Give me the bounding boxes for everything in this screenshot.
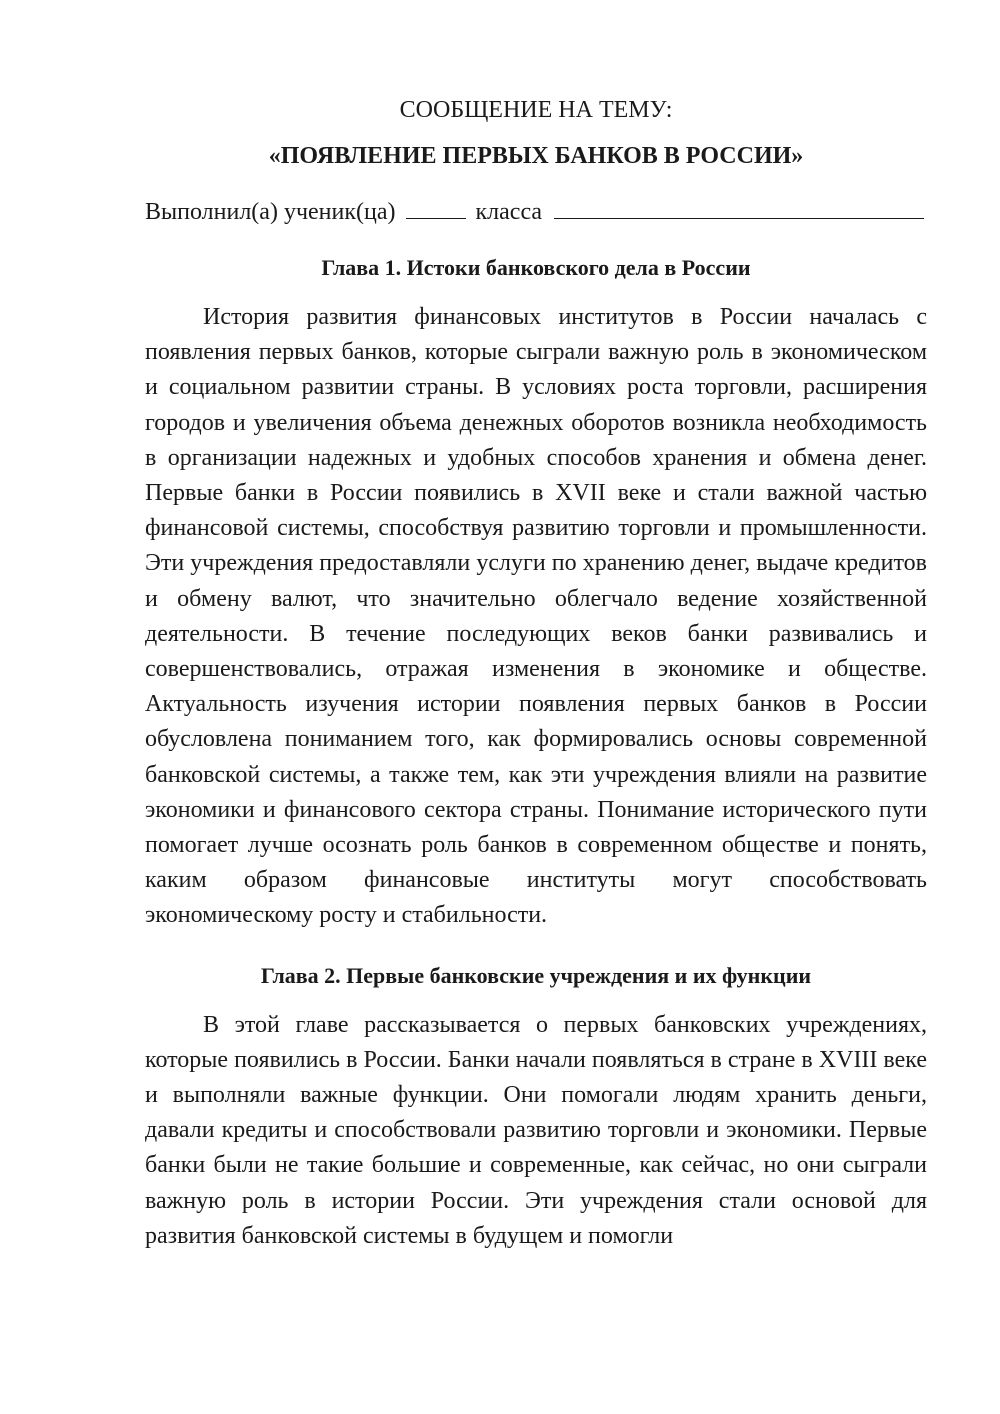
document-heading: СООБЩЕНИЕ НА ТЕМУ: [399,97,673,123]
chapter-1-title: Глава 1. Истоки банковского дела в России [321,255,751,280]
grade-blank [406,196,466,219]
author-prefix: Выполнил(а) ученик(ца) [145,199,396,225]
chapter-1-paragraph: История развития финансовых институтов в России началась с появления первых банков, которые сыграли важную роль в экономическом и социальном развитии страны. В условиях роста торговли, расширения городов и увеличения объема денежных оборотов возникла необходимость в организации надежных и удобных способов хранения и обмена денег. Первые банки в России появились в XVII веке и стали важной частью финансовой системы, способствуя развитию торговли и промышленности. Эти учреждения предоставляли услуги по хранению денег, выдаче кредитов и обмену валют, что значительно облегчало ведение хозяйственной деятельности. В течение последующих веков банки развивались и совершенствовались, отражая изменения в экономике и обществе. Актуальность изучения истории появления первых банков в России обусловлена пониманием того, как формировались основы современной банковской системы, а также тем, как эти учреждения влияли на развитие экономики и финансового сектора страны. Понимание исторического пути помогает лучше осознать роль банков в современном обществе и понять, каким образом финансовые институты могут способствовать экономическому росту и стабильности. [145,304,927,929]
author-line [145,194,927,230]
document-page [145,92,927,1254]
name-blank [554,196,924,219]
chapter-2-title: Глава 2. Первые банковские учреждения и их функции [260,962,812,988]
document-topic-title: «ПОЯВЛЕНИЕ ПЕРВЫХ БАНКОВ В РОССИИ» [268,143,804,169]
chapter-2-paragraph: В этой главе рассказывается о первых банковских учреждениях, которые появились в России. Банки начали появляться в стране в XVIII веке и выполняли важные функции. Они помогали людям хранить деньги, давали кредиты и способствовали развитию торговли и экономики. Первые банки были не такие большие и современные, как сейчас, но они сыграли важную роль в истории России. Эти учреждения стали основой для развития банковской системы в будущем и помогли [145,1011,927,1249]
class-label: класса [475,199,543,225]
